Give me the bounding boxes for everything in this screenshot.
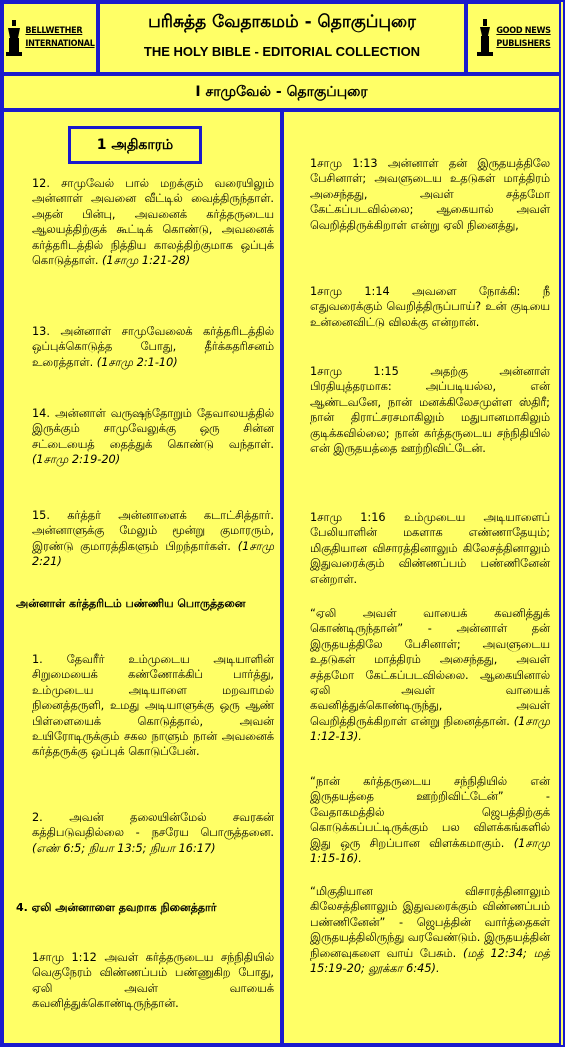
paragraph-12 xyxy=(32,176,274,268)
title-english: THE HOLY BIBLE - EDITORIAL COLLECTION xyxy=(143,44,421,59)
verse-1-12: 1சாமு 1:12 அவள் கர்த்தருடைய சந்நிதியில் வெகுநேரம் விண்ணப்பம் பண்ணுகிற போது, ஏலி அவள் வாயைக் கவனித்துக்கொண்டிருந்தான். xyxy=(32,951,274,1011)
chapter-label: 1 அதிகாரம் xyxy=(68,126,202,164)
paragraph-13-ref: (1சாமு 2:1-10) xyxy=(96,355,178,369)
title-tamil: பரிசுத்த வேதாகமம் - தொகுப்புரை xyxy=(148,12,416,32)
heading-vow: அன்னாள் கர்த்தரிடம் பண்ணிய பொருத்தனை xyxy=(16,597,246,610)
verse-1-14: 1சாமு 1:14 அவளை நோக்கி: நீ எதுவரைக்கும் வெறித்திருப்பாய்? உன் குடியை உன்னைவிட்டு விலக்கு என்றான். xyxy=(310,285,550,329)
left-logo-line1: BELLWETHER xyxy=(25,26,83,36)
bellwether-logo xyxy=(2,2,98,74)
paragraph-15-ref: (1சாமு 2:21) xyxy=(32,539,275,569)
left-column xyxy=(2,110,282,1045)
comment-prayer-words xyxy=(310,884,550,976)
paragraph-15 xyxy=(32,508,274,570)
verse-1-15: 1சாமு 1:15 அதற்கு அன்னாள் பிரதியுத்தரமாக: அப்படியல்ல, என் ஆண்டவனே, நான் மனக்கிலேசமுள்ள ஸ்திரீ; நான் திராட்சரசமாகிலும் மதுபானமாகிலும் குடிக்கவில்லை; நான் கர்த்தருடைய சந்நிதியில் என் இருதயத்தை ஊற்றிவிட்டேன். xyxy=(310,365,550,456)
comment-pour-heart-text: “நான் கர்த்தருடைய சந்நிதியில் என் இருதயத்தை ஊற்றிவிட்டேன்” - வேதாகமத்தில் ஜெபத்திற்குக் கொடுக்கப்பட்டிருக்கும் பல விளக்கங்களில் இது ஒரு சிறப்பான விளக்கமாகும். xyxy=(310,775,550,850)
comment-prayer-words-text: “மிகுதியான விசாரத்தினாலும் கிலேசத்தினாலும் இதுவரைக்கும் விண்ணப்பம் பண்ணினேன்” - ஜெபத்தின் வார்த்தைகள் இருதயத்திலிருந்து வரவேண்டும். இருதயத்தின் நினைவுகளை வாய் பேசும். xyxy=(310,885,551,960)
paragraph-13-text: 13. அன்னாள் சாமுவேலைக் கர்த்தரிடத்தில் ஒப்புக்கொடுத்த போது, தீர்க்கதரிசனம் உரைத்தாள். xyxy=(32,325,274,369)
comment-eli-watching-ref: (1சாமு 1:12-13). xyxy=(310,714,551,744)
vow-verse-2 xyxy=(32,810,274,856)
vow-verse-2-text: 2. அவன் தலையின்மேல் சவரகன் கத்திபடுவதில்லை - நசரேய பொருத்தனை. xyxy=(32,811,274,840)
comment-eli-watching xyxy=(310,606,550,745)
comment-prayer-words-ref: (மத் 12:34; மத் 15:19-20; லூக்கா 6:45). xyxy=(310,946,551,976)
header-title-block xyxy=(98,2,466,74)
paragraph-14-ref: (1சாமு 2:19-20) xyxy=(32,453,121,467)
paragraph-13 xyxy=(32,324,274,370)
verse-1-16: 1சாமு 1:16 உம்முடைய அடியாளைப் பேலியாளின் மகளாக எண்ணாதேயும்; மிகுதியான விசாரத்தினாலும் கிலேசத்தினாலும் இதுவரைக்கும் விண்ணப்பம் பண்ணினேன் என்றாள். xyxy=(310,511,550,586)
comment-eli-watching-text: “ஏலி அவள் வாயைக் கவனித்துக் கொண்டிருந்தான்” - அன்னாள் தன் இருதயத்திலே பேசினாள்; அவளுடைய உதடுகள் மாத்திரம் அசைந்தது, அவள் சத்தமோ கேட்கப்படவில்லை. ஆகையினால் ஏலி அவள் வாயைக் கவனித்துக்கொண்டிருந்து, அவள் வெறித்திருக்கிறாள் என்று நினைத்தான். xyxy=(310,607,550,728)
verse-1-13: 1சாமு 1:13 அன்னாள் தன் இருதயத்திலே பேசினாள்; அவளுடைய உதடுகள் மாத்திரம் அசைந்தது, அவள் சத்தமோ கேட்கப்படவில்லை; ஆகையால் அவள் வெறித்திருக்கிறாள் என்று ஏலி நினைத்து, xyxy=(310,157,550,232)
vow-verse-1: 1. தேவரீர் உம்முடைய அடியாளின் சிறுமையைக் கண்ணோக்கிப் பார்த்து, உம்முடைய அடியாளை மறவாமல் நினைத்தருளி, உமது அடியாளுக்கு ஒரு ஆண் பிள்ளையைக் கொடுத்தால், அவன் உயிரோடிருக்கும் சகல நாளும் நான் அவனைக் கர்த்தருக்கு ஒப்புக் கொடுப்பேன். xyxy=(32,653,274,759)
tower-icon xyxy=(476,18,494,58)
comment-pour-heart xyxy=(310,774,550,866)
paragraph-12-ref: (1சாமு 1:21-28) xyxy=(102,254,191,268)
right-logo-line2: PUBLISHERS xyxy=(496,39,551,49)
book-title: I சாமுவேல் - தொகுப்புரை xyxy=(2,74,561,110)
comment-pour-heart-ref: (1சாமு 1:15-16). xyxy=(310,836,550,866)
good-news-logo xyxy=(466,2,561,74)
right-logo-line1: GOOD NEWS xyxy=(496,26,551,36)
paragraph-14-text: 14. அன்னாள் வருஷந்தோறும் தேவாலயத்தில் இருக்கும் சாமுவேலுக்கு ஒரு சின்ன சட்டையைத் தைத்துக் கொண்டு வந்தாள். xyxy=(32,407,274,451)
heading-eli: 4. ஏலி அன்னாளை தவறாக நினைத்தார் xyxy=(16,901,217,914)
left-logo-line2: INTERNATIONAL xyxy=(25,39,95,49)
right-column xyxy=(282,110,561,1045)
paragraph-12-text: 12. சாமுவேல் பால் மறக்கும் வரையிலும் அன்னாள் அவனை வீட்டில் வைத்திருந்தாள். அதன் பின்பு, அவனைக் கர்த்தருடைய ஆலயத்திற்குக் கூட்டிக் கொண்டு, அவனைக் கர்த்தரிடத்தில் நித்திய காலத்திற்குமாக ஒப்புக் கொடுத்தாள். xyxy=(32,177,274,268)
paragraph-15-text: 15. கர்த்தர் அன்னாளைக் கடாட்சித்தார். அன்னாளுக்கு மேலும் மூன்று குமாரரும், இரண்டு குமாரத்திகளும் பிறந்தார்கள். xyxy=(32,509,274,553)
vow-verse-2-ref: (எண் 6:5; நியா 13:5; நியா 16:17) xyxy=(32,841,216,855)
bell-wether-icon xyxy=(5,18,23,58)
paragraph-14 xyxy=(32,406,274,468)
